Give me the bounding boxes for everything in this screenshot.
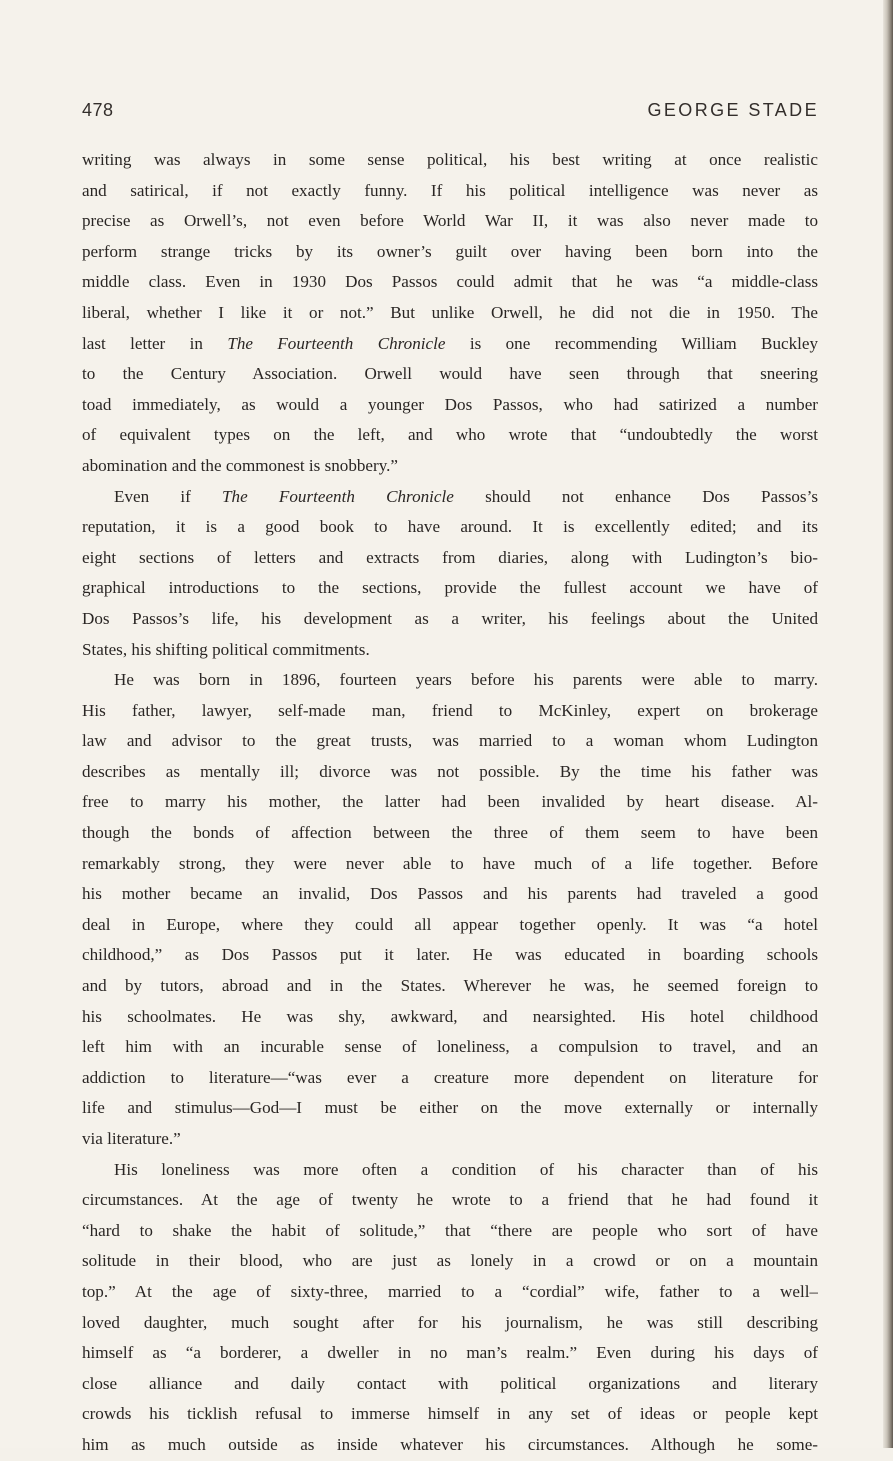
text-line [82, 359, 818, 390]
text-line [82, 267, 818, 298]
text-run: should not enhance Dos Passos’s [453, 486, 818, 506]
text-line [82, 1124, 818, 1155]
text-line [82, 482, 818, 513]
text-run: close alliance and daily contact with political organizations and literary [82, 1373, 818, 1393]
text-line [82, 298, 818, 329]
text-run: his schoolmates. He was shy, awkward, and nearsighted. His hotel childhood [82, 1006, 818, 1026]
text-line [82, 1399, 818, 1430]
text-line [82, 1032, 818, 1063]
text-run: His loneliness was more often a condition of his character than of his [114, 1159, 818, 1179]
text-run: He was born in 1896, fourteen years before his parents were able to marry. [114, 670, 818, 690]
text-run: via literature.” [82, 1129, 181, 1148]
text-run: himself as “a borderer, a dweller in no man’s realm.” Even during his days of [82, 1343, 818, 1363]
text-run: top.” At the age of sixty-three, married to a “cordial” wife, father to a well– [82, 1281, 818, 1301]
text-run: free to marry his mother, the latter had been invalided by heart disease. Al- [82, 792, 818, 812]
text-run: remarkably strong, they were never able to have much of a life together. Before [82, 853, 818, 873]
text-line [82, 757, 818, 788]
text-run: abomination and the commonest is snobbery.” [82, 455, 399, 475]
text-line [82, 665, 818, 696]
text-run: reputation, it is a good book to have around. It is excellently edited; and its [82, 517, 818, 537]
text-run: and satirical, if not exactly funny. If his political intelligence was never as [82, 180, 818, 200]
text-line [82, 971, 818, 1002]
text-line [82, 1063, 818, 1094]
text-line [82, 1246, 818, 1277]
text-run: Dos Passos’s life, his development as a writer, his feelings about the United [82, 608, 818, 628]
text-run: eight sections of letters and extracts from diaries, along with Ludington’s bio- [82, 547, 818, 567]
text-run: States, his shifting political commitments. [82, 639, 370, 659]
text-line [82, 206, 818, 237]
text-line [82, 1185, 818, 1216]
text-run: describes as mentally ill; divorce was not possible. By the time his father was [82, 761, 818, 781]
text-line [82, 176, 818, 207]
text-run: liberal, whether I like it or not.” But unlike Orwell, he did not die in 1950. The [82, 302, 818, 322]
body-text [82, 145, 818, 1461]
text-run: to the Century Association. Orwell would have seen through that sneering [82, 364, 818, 384]
text-run: life and stimulus—God—I must be either on the move externally or internally [82, 1098, 818, 1118]
text-line [82, 1155, 818, 1186]
text-line [82, 420, 818, 451]
running-head: GEORGE STADE [647, 99, 819, 120]
text-line [82, 1277, 818, 1308]
page-number: 478 [82, 99, 114, 120]
page-header [82, 96, 819, 124]
text-run: Even if [114, 486, 223, 506]
text-run: loved daughter, much sought after for his journalism, he was still describing [82, 1312, 818, 1332]
text-line [82, 940, 818, 971]
text-run: perform strange tricks by its owner’s guilt over having been born into the [82, 241, 818, 261]
text-run: last letter in [82, 333, 228, 353]
text-run: deal in Europe, where they could all appear together openly. It was “a hotel [82, 914, 818, 934]
text-line [82, 390, 818, 421]
text-line [82, 1002, 818, 1033]
text-run: “hard to shake the habit of solitude,” that “there are people who sort of have [82, 1220, 818, 1240]
text-line [82, 818, 818, 849]
text-line [82, 329, 818, 360]
paragraph [82, 665, 818, 1155]
text-run: of equivalent types on the left, and who wrote that “undoubtedly the worst [82, 425, 818, 445]
text-run: him as much outside as inside whatever his circumstances. Although he some- [82, 1434, 818, 1454]
text-line [82, 604, 818, 635]
text-line [82, 237, 818, 268]
paragraph [82, 145, 818, 482]
text-line [82, 1216, 818, 1247]
text-run: law and advisor to the great trusts, was married to a woman whom Ludington [82, 731, 818, 751]
text-line [82, 696, 818, 727]
italic-title: The Fourteenth Chronicle [227, 333, 446, 353]
text-run: is one recommending William Buckley [445, 333, 818, 353]
text-run: graphical introductions to the sections, provide the fullest account we have of [82, 578, 818, 598]
text-run: addiction to literature—“was ever a creature more dependent on literature for [82, 1067, 818, 1087]
text-line [82, 1369, 818, 1400]
text-run: crowds his ticklish refusal to immerse himself in any set of ideas or people kept [82, 1404, 818, 1424]
text-line [82, 787, 818, 818]
text-run: precise as Orwell’s, not even before World War II, it was also never made to [82, 211, 818, 231]
text-run: His father, lawyer, self-made man, friend to McKinley, expert on brokerage [82, 700, 818, 720]
text-line [82, 849, 818, 880]
text-line [82, 1430, 818, 1461]
text-run: writing was always in some sense political, his best writing at once realistic [82, 150, 818, 169]
text-line [82, 910, 818, 941]
paragraph [82, 482, 818, 666]
text-line [82, 543, 818, 574]
text-line [82, 573, 818, 604]
text-run: left him with an incurable sense of loneliness, a compulsion to travel, and an [82, 1037, 818, 1057]
text-line [82, 1093, 818, 1124]
text-line [82, 1338, 818, 1369]
text-line [82, 512, 818, 543]
text-line [82, 145, 818, 176]
text-line [82, 1308, 818, 1339]
text-run: toad immediately, as would a younger Dos Passos, who had satirized a number [82, 394, 818, 414]
text-line [82, 451, 818, 482]
text-run: his mother became an invalid, Dos Passos and his parents had traveled a good [82, 884, 818, 904]
text-run: circumstances. At the age of twenty he wrote to a friend that he had found it [82, 1190, 818, 1210]
text-line [82, 726, 818, 757]
text-run: and by tutors, abroad and in the States. Wherever he was, he seemed foreign to [82, 976, 818, 996]
text-run: though the bonds of affection between the three of them seem to have been [82, 823, 818, 843]
text-run: childhood,” as Dos Passos put it later. He was educated in boarding schools [82, 945, 818, 965]
text-line [82, 635, 818, 666]
text-line [82, 879, 818, 910]
text-run: solitude in their blood, who are just as lonely in a crowd or on a mountain [82, 1251, 818, 1271]
text-run: middle class. Even in 1930 Dos Passos could admit that he was “a middle-class [82, 272, 818, 292]
scan-edge-shadow [883, 0, 893, 1448]
italic-title: The Fourteenth Chronicle [222, 486, 454, 506]
paragraph [82, 1155, 818, 1461]
